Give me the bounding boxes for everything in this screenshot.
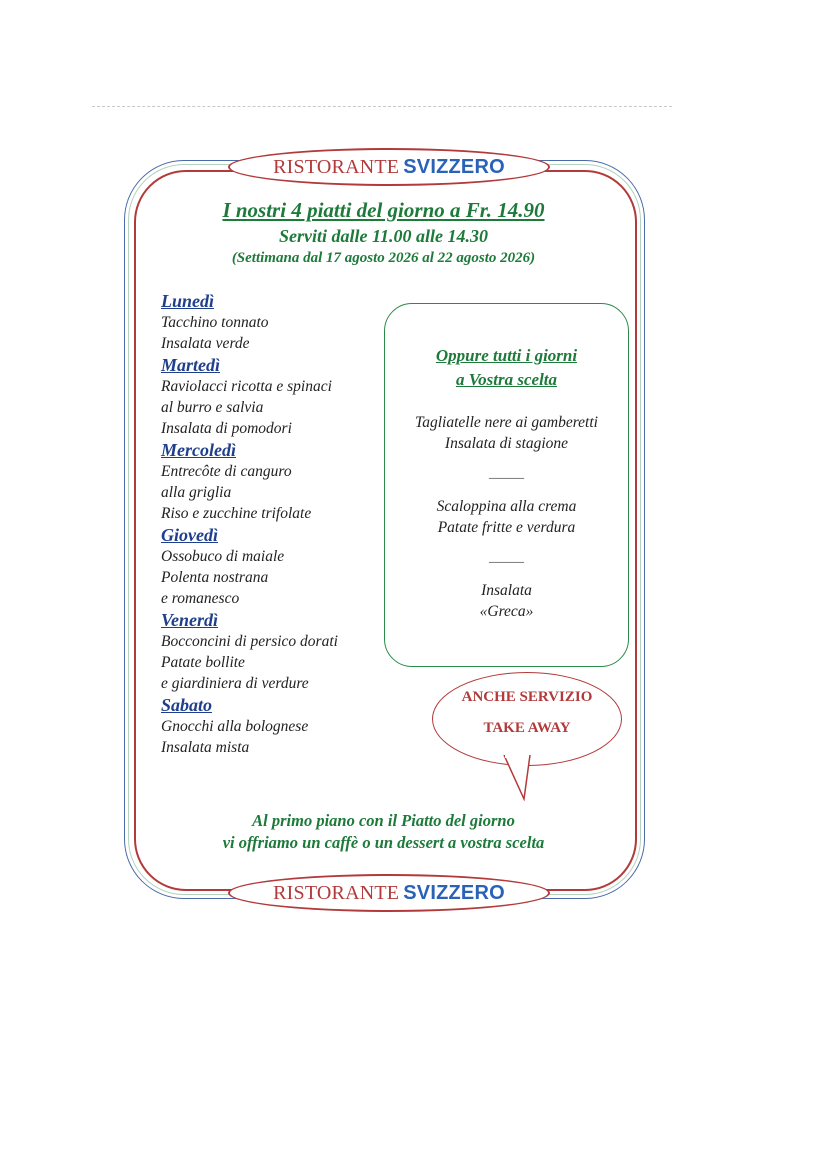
speech-bubble-tail-icon <box>500 755 540 801</box>
serving-hours: Serviti dalle 11.00 alle 14.30 <box>279 226 488 246</box>
dish: Insalata verde <box>161 335 250 352</box>
restaurant-name-word2: SVIZZERO <box>403 881 505 904</box>
takeaway-line1: ANCHE SERVIZIO <box>461 689 593 705</box>
day-block-friday <box>161 609 391 694</box>
restaurant-banner-bottom <box>228 874 550 912</box>
day-title: Mercoledì <box>161 440 236 460</box>
footer-line2: vi offriamo un caffè o un dessert a vostra scelta <box>222 833 545 852</box>
daily-alternatives-box <box>384 303 629 667</box>
dish: Ossobuco di maiale <box>161 548 285 565</box>
separator-line: _____ <box>489 466 524 481</box>
takeaway-line2: TAKE AWAY <box>483 720 571 736</box>
dish: Patate bollite <box>161 654 245 671</box>
takeaway-text <box>432 682 622 744</box>
dish: Tacchino tonnato <box>161 314 269 331</box>
week-range: (Settimana dal 17 agosto 2026 al 22 agosto 2026) <box>231 250 536 266</box>
day-title: Sabato <box>161 695 213 715</box>
dish: e romanesco <box>161 590 240 607</box>
dish: Insalata di pomodori <box>161 420 292 437</box>
restaurant-name-word2: SVIZZERO <box>403 155 505 178</box>
dish: Entrecôte di canguro <box>161 463 292 480</box>
dish: Gnocchi alla bolognese <box>161 718 309 735</box>
footer-line1: Al primo piano con il Piatto del giorno <box>252 811 515 830</box>
alternative-dish: Scaloppina alla crema <box>436 498 577 515</box>
restaurant-banner-top <box>228 148 550 186</box>
separator-line: _____ <box>489 550 524 565</box>
dish: Raviolacci ricotta e spinaci <box>161 378 332 395</box>
footer-offer <box>134 810 633 854</box>
restaurant-name-word1: RISTORANTE <box>273 155 400 178</box>
menu-title: I nostri 4 piatti del giorno a Fr. 14.90 <box>222 198 545 222</box>
day-block-saturday <box>161 694 391 758</box>
restaurant-name-word1: RISTORANTE <box>273 881 400 904</box>
day-block-wednesday <box>161 439 391 524</box>
dish: al burro e salvia <box>161 399 264 416</box>
alternative-dish: Patate fritte e verdura <box>437 519 576 536</box>
day-block-monday <box>161 290 391 354</box>
dish: Insalata mista <box>161 739 250 756</box>
dish: Riso e zucchine trifolate <box>161 505 312 522</box>
day-block-thursday <box>161 524 391 609</box>
alternatives-title-line1: Oppure tutti i giorni <box>435 346 578 365</box>
alternative-dish: Tagliatelle nere ai gamberetti <box>415 414 598 431</box>
day-title: Lunedì <box>161 291 215 311</box>
alternative-dish: Insalata <box>481 582 532 599</box>
dish: alla griglia <box>161 484 232 501</box>
dish: Polenta nostrana <box>161 569 269 586</box>
daily-menu-list <box>161 290 391 758</box>
day-title: Martedì <box>161 355 221 375</box>
day-title: Giovedì <box>161 525 218 545</box>
dish: Bocconcini di persico dorati <box>161 633 338 650</box>
dish: e giardiniera di verdure <box>161 675 309 692</box>
day-block-tuesday <box>161 354 391 439</box>
scan-top-line <box>92 106 672 107</box>
day-title: Venerdì <box>161 610 219 630</box>
alternatives-title-line2: a Vostra scelta <box>455 370 558 389</box>
alternative-dish: «Greca» <box>479 603 534 620</box>
alternative-dish: Insalata di stagione <box>444 435 569 452</box>
